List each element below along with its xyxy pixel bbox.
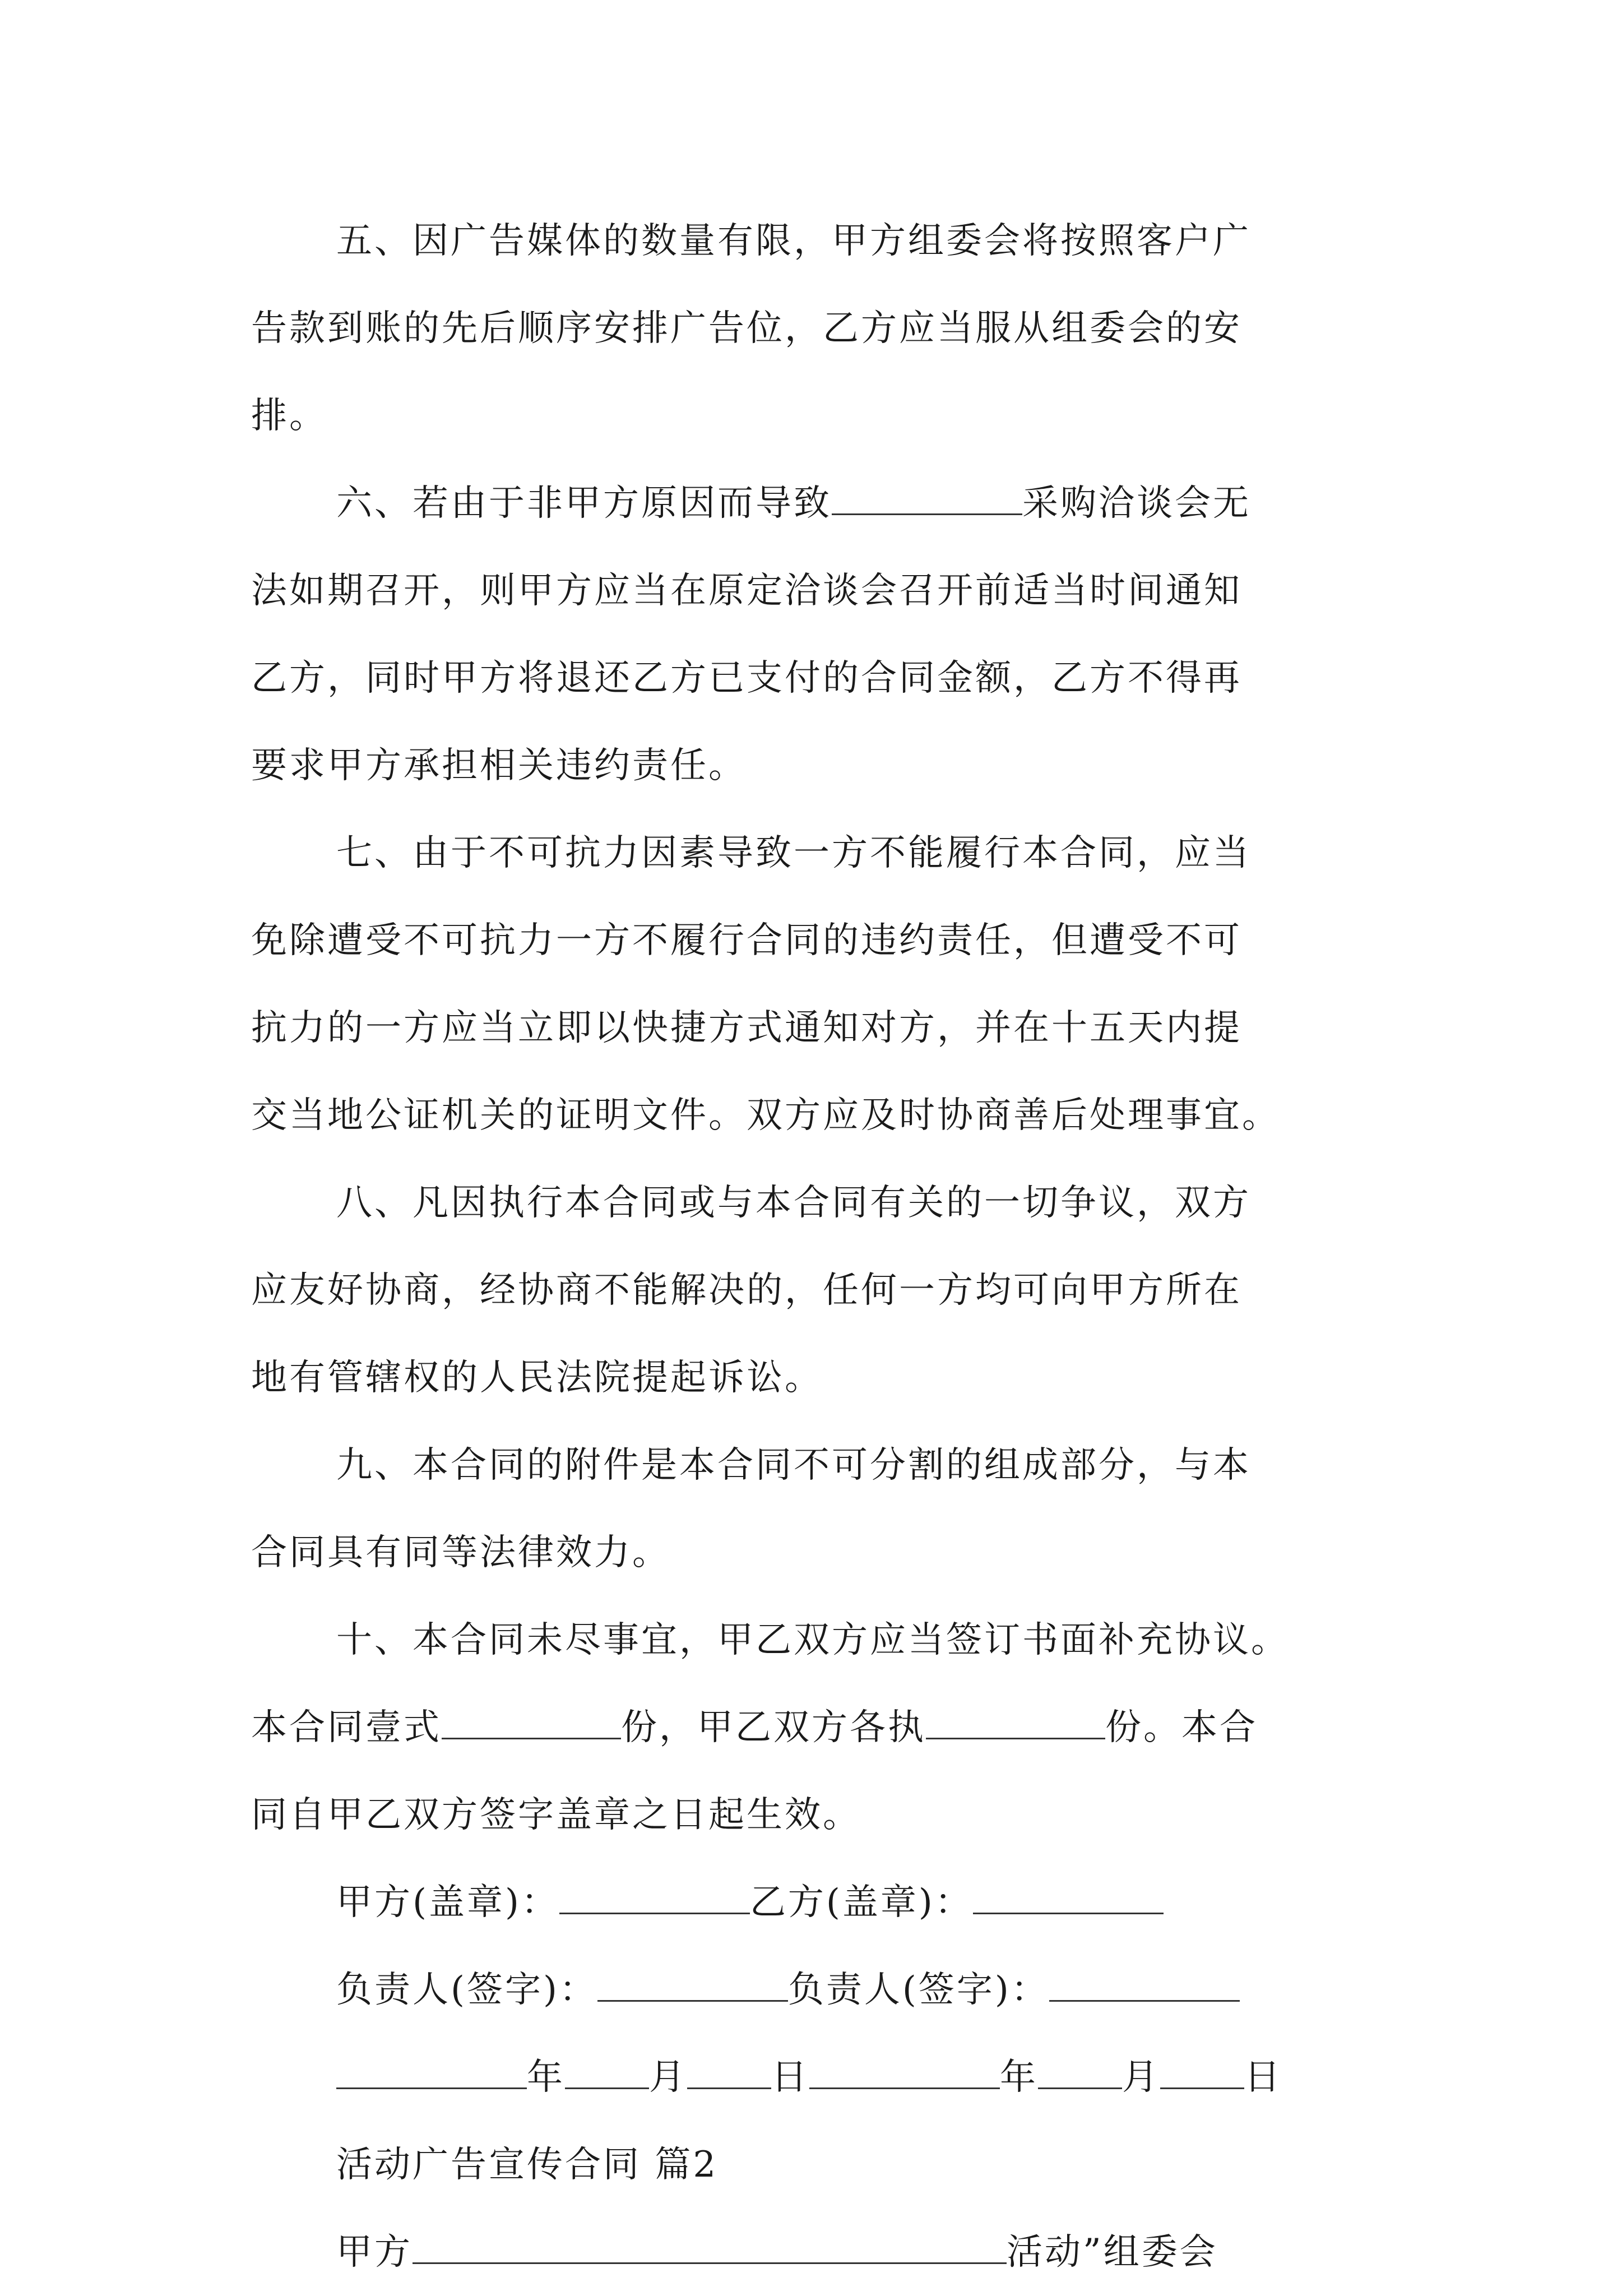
clause-10-text-b: 份，甲乙双方各执 bbox=[621, 1707, 926, 1748]
clause-6-line-1 bbox=[336, 460, 1251, 547]
clause-10-line-1: 十、本合同未尽事宜，甲乙双方应当签订书面补充协议。 bbox=[336, 1619, 1289, 1661]
clause-10-line-2 bbox=[251, 1684, 1258, 1771]
clause-5-line-1: 五、因广告媒体的数量有限，甲方组委会将按照客户广 bbox=[336, 220, 1251, 262]
section-2-party-a bbox=[336, 2209, 1218, 2296]
blank-field bbox=[1049, 1966, 1240, 2002]
blank-field bbox=[559, 1878, 750, 1914]
blank-field bbox=[973, 1878, 1164, 1914]
day-label: 日 bbox=[771, 2057, 809, 2098]
clause-10-text-c: 份。本合 bbox=[1105, 1707, 1258, 1748]
month-label: 月 bbox=[1122, 2057, 1160, 2098]
party-a-seal-label: 甲方(盖章)： bbox=[336, 1882, 559, 1923]
section-2-party-a-suffix: 活动”组委会 bbox=[1007, 2232, 1218, 2273]
clause-10-line-3: 同自甲乙双方签字盖章之日起生效。 bbox=[251, 1794, 861, 1836]
clause-8-line-3: 地有管辖权的人民法院提起诉讼。 bbox=[251, 1357, 823, 1399]
blank-field bbox=[832, 479, 1022, 515]
blank-field bbox=[809, 2053, 1000, 2089]
clause-5-line-3: 排。 bbox=[251, 395, 327, 437]
responsible-line bbox=[336, 1946, 1240, 2034]
year-label: 年 bbox=[1000, 2057, 1038, 2098]
clause-7-line-4: 交当地公证机关的证明文件。双方应及时协商善后处理事宜。 bbox=[251, 1095, 1280, 1136]
clause-7-line-1: 七、由于不可抗力因素导致一方不能履行本合同，应当 bbox=[336, 832, 1251, 874]
clause-6-line-2: 法如期召开，则甲方应当在原定洽谈会召开前适当时间通知 bbox=[251, 570, 1242, 612]
clause-6-text-b: 采购洽谈会无 bbox=[1022, 483, 1251, 524]
clause-8-line-2: 应友好协商，经协商不能解决的，任何一方均可向甲方所在 bbox=[251, 1270, 1242, 1311]
party-b-seal-label: 乙方(盖章)： bbox=[749, 1882, 973, 1923]
blank-field bbox=[442, 1704, 621, 1739]
year-label: 年 bbox=[527, 2057, 565, 2098]
clause-7-line-3: 抗力的一方应当立即以快捷方式通知对方，并在十五天内提 bbox=[251, 1007, 1242, 1049]
clause-9-line-1: 九、本合同的附件是本合同不可分割的组成部分，与本 bbox=[336, 1445, 1251, 1486]
party-a-responsible-label: 负责人(签字)： bbox=[336, 1969, 597, 2011]
clause-10-text-a: 本合同壹式 bbox=[251, 1707, 442, 1748]
clause-8-line-1: 八、凡因执行本合同或与本合同有关的一切争议，双方 bbox=[336, 1182, 1251, 1224]
section-2-title: 活动广告宣传合同 篇2 bbox=[336, 2144, 719, 2186]
month-label: 月 bbox=[649, 2057, 687, 2098]
party-b-responsible-label: 负责人(签字)： bbox=[787, 1969, 1049, 2011]
blank-field bbox=[413, 2228, 1007, 2264]
clause-5-line-2: 告款到账的先后顺序安排广告位，乙方应当服从组委会的安 bbox=[251, 308, 1242, 349]
section-2-party-a-prefix: 甲方 bbox=[336, 2232, 413, 2273]
clause-9-line-2: 合同具有同等法律效力。 bbox=[251, 1532, 670, 1573]
clause-7-line-2: 免除遭受不可抗力一方不履行合同的违约责任，但遭受不可 bbox=[251, 920, 1242, 961]
blank-field bbox=[336, 2053, 527, 2089]
blank-field bbox=[1038, 2053, 1122, 2089]
blank-field bbox=[926, 1704, 1105, 1739]
clause-6-line-3: 乙方，同时甲方将退还乙方已支付的合同金额，乙方不得再 bbox=[251, 658, 1242, 699]
clause-6-text-a: 六、若由于非甲方原因而导致 bbox=[336, 483, 832, 524]
clause-6-line-4: 要求甲方承担相关违约责任。 bbox=[251, 745, 747, 786]
seal-line bbox=[336, 1859, 1164, 1946]
date-line bbox=[336, 2034, 1282, 2121]
day-label: 日 bbox=[1244, 2057, 1282, 2098]
blank-field bbox=[597, 1966, 788, 2002]
blank-field bbox=[1160, 2053, 1244, 2089]
blank-field bbox=[565, 2053, 649, 2089]
blank-field bbox=[687, 2053, 771, 2089]
